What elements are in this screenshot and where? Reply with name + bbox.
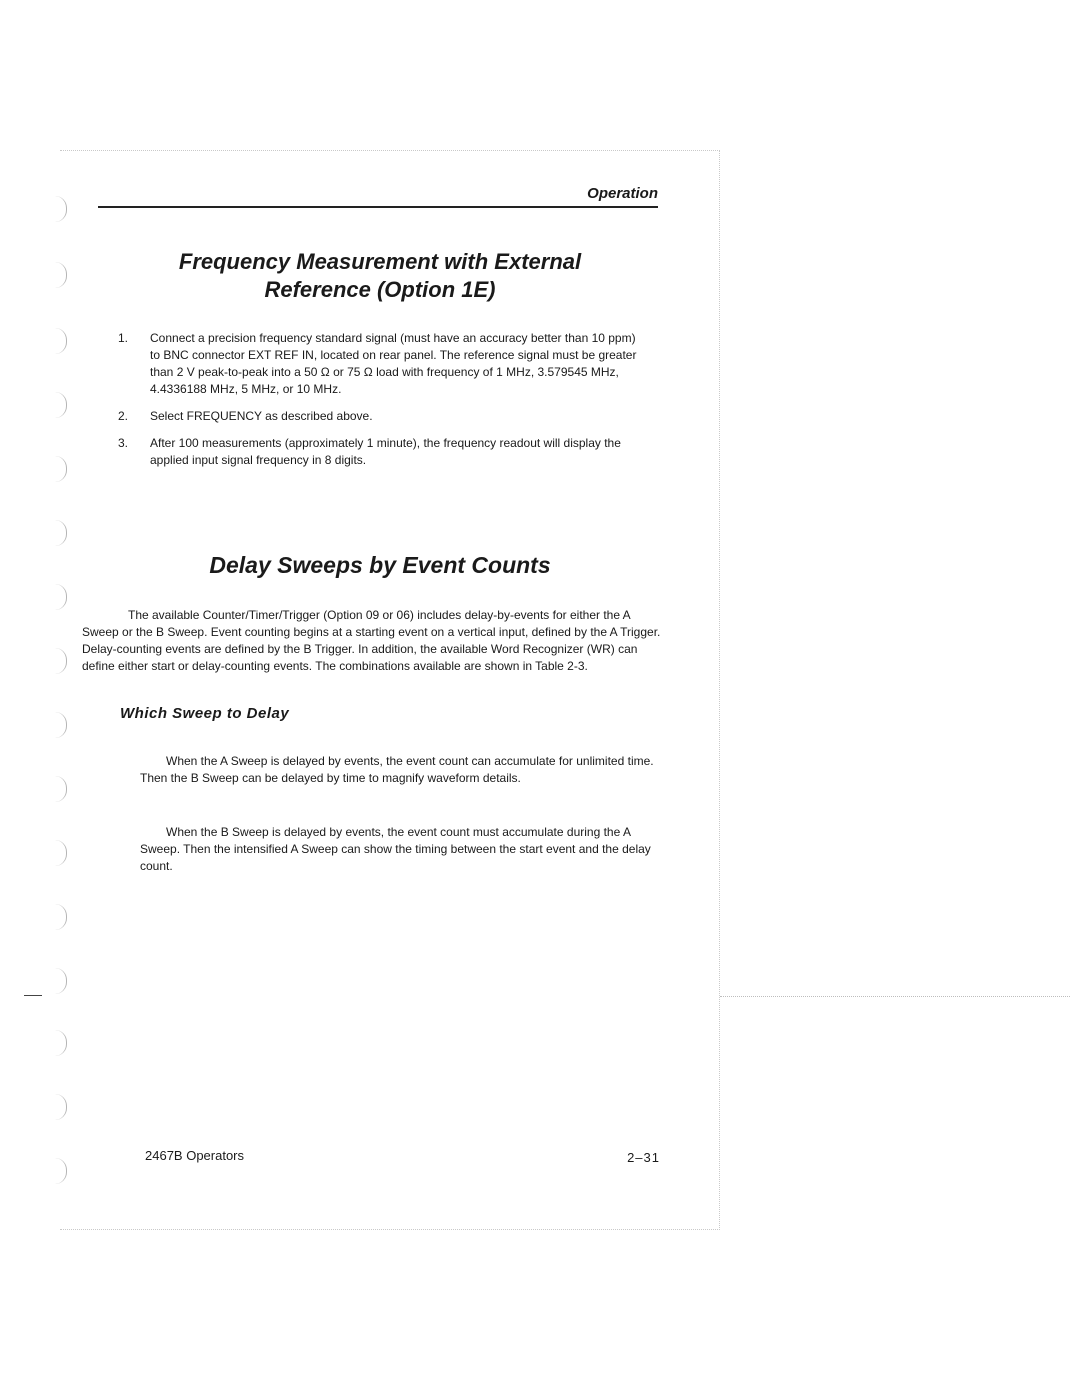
header-rule [98, 206, 658, 208]
binder-hole [52, 776, 67, 802]
binder-hole [52, 1030, 67, 1056]
paragraph: When the B Sweep is delayed by events, the event count must accumulate during the A Sweep. Then the intensified A Sweep can show the timing between the start event and the delay count. [140, 825, 651, 873]
binder-hole [52, 584, 67, 610]
step-number: 3. [118, 436, 129, 450]
scan-line [720, 996, 1070, 997]
section-title-line2: Reference (Option 1E) [264, 277, 496, 302]
list-item [118, 435, 648, 469]
binder-hole [52, 196, 67, 222]
step-text: Select FREQUENCY as described above. [150, 409, 373, 423]
step-text: Connect a precision frequency standard signal (must have an accuracy better than 10 ppm) to BNC connector EXT REF IN, located on rear panel. The reference signal must be greater than 2 V peak-to-peak into a 50 Ω or 75 Ω load with frequency of 1 MHz, 3.579545 MHz, 4.4336188 MHz, 5 MHz, or 10 MHz. [150, 331, 637, 396]
binder-hole [52, 328, 67, 354]
binder-hole [52, 1094, 67, 1120]
binder-hole [52, 968, 67, 994]
binder-hole [52, 840, 67, 866]
binder-hole [52, 520, 67, 546]
binder-hole [52, 262, 67, 288]
page-edge-bottom [60, 1229, 720, 1230]
scan-mark [24, 995, 42, 996]
list-item [118, 330, 648, 398]
section-title: Delay Sweeps by Event Counts [209, 552, 551, 578]
subheading: Which Sweep to Delay [120, 705, 290, 722]
page-edge-top [60, 150, 720, 151]
intro-paragraph: The available Counter/Timer/Trigger (Option 09 or 06) includes delay-by-events for either the A Sweep or the B Sweep. Event counting begins at a starting event on a vertical input, defined by the A Trigger. Delay-counting events are defined by the B Trigger. In addition, the available Word Recognizer (WR) can define either start or delay-counting events. The combinations available are shown in Table 2-3. [82, 608, 661, 673]
page-edge-right [719, 150, 720, 1230]
step-text: After 100 measurements (approximately 1 minute), the frequency readout will display the applied input signal frequency in 8 digits. [150, 436, 621, 467]
section-title-line1: Frequency Measurement with External [178, 249, 582, 274]
running-header: Operation [587, 185, 658, 202]
binder-hole [52, 1158, 67, 1184]
binder-hole [52, 648, 67, 674]
binder-hole [52, 712, 67, 738]
list-item [118, 408, 648, 425]
page-number: 2–31 [627, 1150, 660, 1165]
binder-hole [52, 456, 67, 482]
manual-name: 2467B Operators [145, 1148, 245, 1163]
paragraph: When the A Sweep is delayed by events, the event count can accumulate for unlimited time. Then the B Sweep can be delayed by time to magnify waveform details. [140, 754, 654, 785]
binder-hole [52, 392, 67, 418]
step-number: 1. [118, 331, 129, 345]
binder-hole [52, 904, 67, 930]
steps-list [118, 330, 648, 469]
step-number: 2. [118, 409, 129, 423]
